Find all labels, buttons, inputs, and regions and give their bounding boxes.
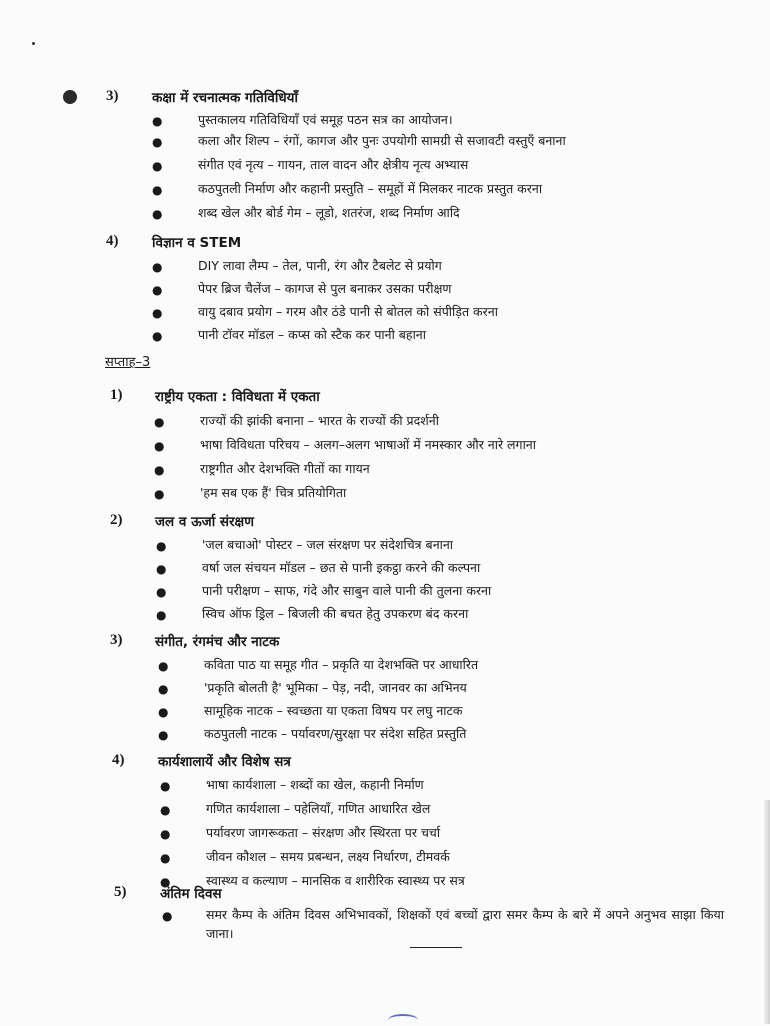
bullet-icon: ●	[162, 909, 173, 923]
list-item: जीवन कौशल – समय प्रबन्धन, लक्ष्य निर्धारण, टीमवर्क	[206, 849, 450, 864]
list-item: गणित कार्यशाला – पहेलियाँ, गणित आधारित खेल	[206, 801, 431, 816]
section-title: संगीत, रंगमंच और नाटक	[155, 634, 280, 650]
bullet-icon: ●	[152, 207, 163, 221]
list-item: पुस्तकालय गतिविधियाँ एवं समूह पठन सत्र का आयोजन।	[198, 112, 453, 127]
page-number-mark	[388, 1014, 418, 1026]
list-item: पानी परीक्षण – साफ, गंदे और साबुन वाले पानी की तुलना करना	[202, 583, 492, 598]
list-item: कठपुतली नाटक – पर्यावरण/सुरक्षा पर संदेश सहित प्रस्तुति	[204, 726, 467, 741]
list-item: स्विच ऑफ ड्रिल – बिजली की बचत हेतु उपकरण बंद करना	[202, 606, 469, 621]
list-item: कठपुतली निर्माण और कहानी प्रस्तुति – समूहों में मिलकर नाटक प्रस्तुत करना	[198, 181, 543, 196]
bullet-icon: ●	[158, 682, 169, 696]
bullet-icon: ●	[152, 306, 163, 320]
list-item: राष्ट्रगीत और देशभक्ति गीतों का गायन	[200, 461, 370, 476]
bullet-icon: ●	[160, 827, 171, 841]
section-title: कार्यशालायें और विशेष सत्र	[158, 754, 291, 770]
bullet-icon: ●	[156, 562, 167, 576]
list-item: कविता पाठ या समूह गीत – प्रकृति या देशभक्ति पर आधारित	[204, 657, 479, 672]
week-heading: सप्ताह–3	[105, 355, 151, 370]
section-title: विज्ञान व STEM	[152, 235, 242, 251]
bullet-icon: ●	[152, 114, 163, 128]
end-rule	[410, 947, 462, 948]
bullet-icon: ●	[152, 135, 163, 149]
bullet-icon: ●	[156, 585, 167, 599]
bullet-icon: ●	[154, 487, 165, 501]
page-edge-shadow	[764, 800, 770, 1024]
section-title: कक्षा में रचनात्मक गतिविधियाँ	[152, 90, 298, 106]
bullet-icon: ●	[156, 539, 167, 553]
section-title: अंतिम दिवस	[160, 886, 222, 902]
list-item: DIY लावा लैम्प – तेल, पानी, रंग और टैबलेट से प्रयोग	[198, 258, 442, 273]
bullet-icon: ●	[158, 659, 169, 673]
list-item: वर्षा जल संचयन मॉडल – छत से पानी इकट्ठा करने की कल्पना	[202, 560, 481, 575]
section-number: 4)	[112, 752, 125, 768]
bullet-icon: ●	[160, 779, 171, 793]
section-number: 2)	[110, 512, 123, 528]
bullet-icon: ●	[152, 260, 163, 274]
bullet-icon: ●	[156, 608, 167, 622]
section-title: राष्ट्रीय एकता : विविधता में एकता	[155, 389, 320, 405]
list-item: सामूहिक नाटक – स्वच्छता या एकता विषय पर लघु नाटक	[204, 703, 463, 718]
list-item: पानी टॉवर मॉडल – कप्स को स्टैक कर पानी बहाना	[198, 327, 426, 342]
list-item: 'हम सब एक हैं' चित्र प्रतियोगिता	[200, 485, 347, 500]
section-number: 3)	[106, 88, 119, 104]
list-item: स्वास्थ्य व कल्याण – मानसिक व शारीरिक स्वास्थ्य पर सत्र	[206, 873, 465, 888]
bullet-icon: ●	[154, 439, 165, 453]
list-item: राज्यों की झांकी बनाना – भारत के राज्यों की प्रदर्शनी	[200, 413, 439, 428]
list-item: संगीत एवं नृत्य – गायन, ताल वादन और क्षेत्रीय नृत्य अभ्यास	[198, 157, 469, 172]
scan-speck	[32, 42, 35, 45]
bullet-icon: ●	[152, 283, 163, 297]
section-title: जल व ऊर्जा संरक्षण	[155, 514, 254, 530]
bullet-icon: ●	[152, 329, 163, 343]
list-item: कला और शिल्प – रंगों, कागज और पुनः उपयोगी सामग्री से सजावटी वस्तुएँ बनाना	[198, 133, 566, 148]
bullet-icon: ●	[160, 803, 171, 817]
bullet-icon: ●	[158, 728, 169, 742]
bullet-icon: ●	[160, 875, 171, 889]
punch-hole-mark	[63, 90, 77, 104]
list-item: वायु दबाव प्रयोग – गरम और ठंडे पानी से बोतल को संपीड़ित करना	[198, 304, 498, 319]
list-item: समर कैम्प के अंतिम दिवस अभिभावकों, शिक्षकों एवं बच्चों द्वारा समर कैम्प के बारे में अपने अनुभव साझा किया जाना।	[206, 907, 724, 941]
list-item: भाषा विविधता परिचय – अलग–अलग भाषाओं में नमस्कार और नारे लगाना	[200, 437, 536, 452]
list-item: शब्द खेल और बोर्ड गेम – लूडो, शतरंज, शब्द निर्माण आदि	[198, 205, 460, 220]
bullet-icon: ●	[154, 415, 165, 429]
section-number: 4)	[106, 233, 119, 249]
list-item: 'जल बचाओ' पोस्टर – जल संरक्षण पर संदेशचित्र बनाना	[202, 537, 454, 552]
section-number: 5)	[114, 884, 127, 900]
bullet-icon: ●	[160, 851, 171, 865]
section-number: 1)	[110, 387, 123, 403]
section-number: 3)	[110, 632, 123, 648]
list-item: 'प्रकृति बोलती है' भूमिका – पेड़, नदी, जानवर का अभिनय	[204, 680, 467, 695]
bullet-icon: ●	[158, 705, 169, 719]
bullet-icon: ●	[154, 463, 165, 477]
list-item: पर्यावरण जागरूकता – संरक्षण और स्थिरता पर चर्चा	[206, 825, 441, 840]
bullet-icon: ●	[152, 183, 163, 197]
bullet-icon: ●	[152, 159, 163, 173]
list-item: पेपर ब्रिज चैलेंज – कागज से पुल बनाकर उसका परीक्षण	[198, 281, 452, 296]
list-item: भाषा कार्यशाला – शब्दों का खेल, कहानी निर्माण	[206, 777, 424, 792]
